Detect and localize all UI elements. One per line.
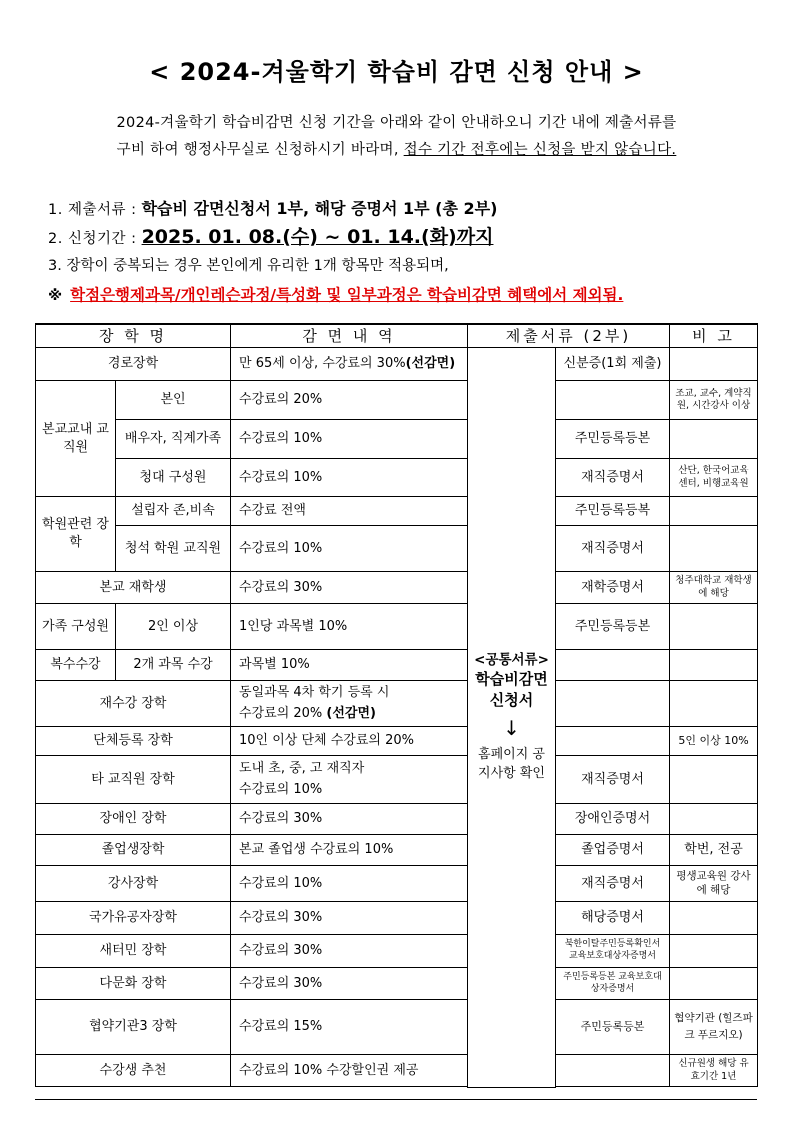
- table-row: [36, 526, 758, 572]
- table-row: [36, 604, 758, 650]
- intro-line-1: 2024-겨울학기 학습비감면 신청 기간을 아래와 같이 안내하오니 기간 내에 제출서류를: [116, 115, 677, 131]
- table-cell: 주민등록등본 교육보호대상자증명서: [556, 968, 670, 1000]
- table-cell: 재직증명서: [556, 866, 670, 902]
- table-cell: 북한이탈주민등록확인서 교육보호대상자증명서: [556, 935, 670, 968]
- header-documents: 제출서류 (2부): [468, 324, 670, 348]
- table-cell: 평생교육원 강사에 해당: [670, 866, 758, 902]
- table-cell: 협약기관3 장학: [36, 1000, 231, 1055]
- table-cell: [670, 650, 758, 681]
- documents-value: 학습비 감면신청서 1부, 해당 증명서 1부 (총 2부): [141, 199, 498, 218]
- table-cell: 신분증(1회 제출): [556, 348, 670, 381]
- intro-paragraph: [40, 110, 753, 164]
- documents-label: 1. 제출서류 :: [48, 202, 142, 218]
- info-item-period: [48, 223, 768, 252]
- cell-text: (선감면): [405, 356, 456, 372]
- table-row: [36, 420, 758, 459]
- table-cell: [670, 804, 758, 835]
- table-cell: 수강료의 30%: [231, 968, 468, 1000]
- table-cell: 신규원생 해당 유효기간 1년: [670, 1055, 758, 1087]
- table-cell: 수강료의 30%: [231, 572, 468, 604]
- period-value: 2025. 01. 08.(수) ~ 01. 14.(화)까지: [141, 226, 494, 248]
- table-row: [36, 1055, 758, 1087]
- table-row: [36, 968, 758, 1000]
- common-documents-header: <공통서류>: [474, 652, 549, 669]
- table-cell: [670, 604, 758, 650]
- header-note: 비 고: [670, 324, 758, 348]
- table-cell: [556, 681, 670, 727]
- table-cell: 수강료의 30%: [231, 804, 468, 835]
- cell-text: 수강료의 20%: [239, 705, 327, 721]
- cell-text: 도내 초, 중, 고 재직자: [239, 760, 365, 776]
- table-row: [36, 681, 758, 727]
- table-cell: [556, 381, 670, 420]
- table-cell: [670, 526, 758, 572]
- table-cell: 국가유공자장학: [36, 902, 231, 935]
- table-cell: 수강료의 10%: [231, 526, 468, 572]
- discount-table: [35, 323, 758, 1088]
- table-row: [36, 835, 758, 866]
- table-cell: [670, 935, 758, 968]
- table-cell: [556, 1055, 670, 1087]
- table-cell: 타 교직원 장학: [36, 756, 231, 804]
- common-documents-website: 홈페이지 공지사항 확인: [478, 746, 545, 781]
- table-cell: 졸업생장학: [36, 835, 231, 866]
- table-cell: [556, 650, 670, 681]
- table-row: [36, 650, 758, 681]
- table-cell: 협약기관 (힐즈파크 푸르지오): [670, 1000, 758, 1055]
- table-cell: 주민등록등본: [556, 1000, 670, 1055]
- common-documents-cell: [468, 348, 556, 1088]
- table-cell: 강사장학: [36, 866, 231, 902]
- table-header-row: [36, 324, 758, 348]
- table-cell: 본인: [116, 381, 231, 420]
- table-cell: 장애인 장학: [36, 804, 231, 835]
- table-cell: [556, 1087, 758, 1088]
- table-row: [36, 935, 758, 968]
- intro-warning-underlined: 접수 기간 전후에는 신청을 받지 않습니다.: [403, 142, 677, 158]
- table-row: [36, 348, 758, 381]
- note-mark: ※: [48, 288, 63, 304]
- table-cell: 수강료의 10%: [231, 459, 468, 497]
- table-row: [36, 497, 758, 526]
- cell-text: 만 65세 이상, 수강료의 30%: [239, 356, 406, 372]
- table-cell: 수강료의 30%: [231, 902, 468, 935]
- header-scholarship-name: 장 학 명: [36, 324, 231, 348]
- table-cell: 청석 학원 교직원: [116, 526, 231, 572]
- table-row: [36, 381, 758, 420]
- cell-text: [239, 704, 463, 725]
- table-cell: [670, 902, 758, 935]
- table-row: [36, 459, 758, 497]
- table-cell: [231, 348, 468, 381]
- table-cell: 본교 졸업생 수강료의 10%: [231, 835, 468, 866]
- table-cell: 수강료의 10%: [231, 420, 468, 459]
- table-cell: 재학증명서: [556, 572, 670, 604]
- page-title: < 2024-겨울학기 학습비 감면 신청 안내 >: [149, 58, 644, 86]
- table-cell: 수강료의 10% 수강할인권 제공: [231, 1055, 468, 1087]
- table-cell: [36, 1087, 468, 1088]
- table-cell: [670, 681, 758, 727]
- table-cell: [231, 756, 468, 804]
- table-cell: [556, 727, 670, 756]
- table-cell: 1인당 과목별 10%: [231, 604, 468, 650]
- table-cell: 재수강 장학: [36, 681, 231, 727]
- table-cell: 해당증명서: [556, 902, 670, 935]
- table-cell: 설립자 존,비속: [116, 497, 231, 526]
- table-row: [36, 727, 758, 756]
- info-list: [48, 194, 768, 310]
- intro-line-2: [40, 137, 753, 164]
- table-cell: 재직증명서: [556, 526, 670, 572]
- table-cell: 5인 이상 10%: [670, 727, 758, 756]
- table-cell: 본교 재학생: [36, 572, 231, 604]
- table-cell: 10인 이상 단체 수강료의 20%: [231, 727, 468, 756]
- info-item-exclusion-note: [48, 281, 768, 310]
- table-cell: 조교, 교수, 계약직원, 시간강사 이상: [670, 381, 758, 420]
- table-row: [36, 902, 758, 935]
- table-cell: 졸업증명서: [556, 835, 670, 866]
- table-cell: 복수수강: [36, 650, 116, 681]
- common-documents-main: 학습비감면 신청서: [475, 670, 548, 709]
- table-cell: 경로장학: [36, 348, 231, 381]
- cell-text: (선감면): [326, 705, 376, 721]
- table-cell: 청주대학교 재학생에 해당: [670, 572, 758, 604]
- table-cell: 배우자, 직계가족: [116, 420, 231, 459]
- table-cell: 재직증명서: [556, 756, 670, 804]
- table-cell: 2개 과목 수강: [116, 650, 231, 681]
- table-cell: 과목별 10%: [231, 650, 468, 681]
- bottom-divider: [35, 1099, 757, 1100]
- group-faculty: 본교교내 교직원: [36, 381, 116, 497]
- table-row: [36, 756, 758, 804]
- table-cell: [670, 968, 758, 1000]
- exclusion-note-text: 학점은행제과목/개인레슨과정/특성화 및 일부과정은 학습비감면 혜택에서 제외됨.: [70, 286, 624, 304]
- info-item-documents: [48, 194, 768, 223]
- header-discount-detail: 감 면 내 역: [231, 324, 468, 348]
- table-cell: 수강료 전액: [231, 497, 468, 526]
- table-cell: 수강료의 15%: [231, 1000, 468, 1055]
- table-cell: 주민등록등본: [556, 420, 670, 459]
- intro-line-2-text: 구비 하여 행정사무실로 신청하시기 바라며,: [116, 142, 404, 158]
- table-row: [36, 804, 758, 835]
- table-row: [36, 1000, 758, 1055]
- table-cell: [670, 497, 758, 526]
- table-cell: 재직증명서: [556, 459, 670, 497]
- table-cell: [670, 420, 758, 459]
- table-cell: 주민등록등복: [556, 497, 670, 526]
- table-cell: 다문화 장학: [36, 968, 231, 1000]
- table-cell: 수강료의 10%: [231, 866, 468, 902]
- table-cell: 수강생 추천: [36, 1055, 231, 1087]
- period-label: 2. 신청기간 :: [48, 231, 142, 247]
- table-cell: 2인 이상: [116, 604, 231, 650]
- table-cell: 학번, 전공: [670, 835, 758, 866]
- table-cell: [670, 756, 758, 804]
- table-cell: [670, 348, 758, 381]
- table-cell: 장애인증명서: [556, 804, 670, 835]
- table-row: [36, 572, 758, 604]
- table-row: [36, 866, 758, 902]
- table-cell: 주민등록등본: [556, 604, 670, 650]
- table-cell: 수강료의 30%: [231, 935, 468, 968]
- table-cell: 수강료의 20%: [231, 381, 468, 420]
- table-cell: [231, 681, 468, 727]
- table-cell: 단체등록 장학: [36, 727, 231, 756]
- info-item-duplicate: 3. 장학이 중복되는 경우 본인에게 유리한 1개 항목만 적용되며,: [48, 258, 449, 274]
- table-cell: 청대 구성원: [116, 459, 231, 497]
- group-academy: 학원관련 장학: [36, 497, 116, 572]
- table-cell: 새터민 장학: [36, 935, 231, 968]
- cell-text: 수강료의 10%: [239, 781, 323, 797]
- arrow-down-icon: ↓: [503, 715, 520, 740]
- table-cell: 산단, 한국어교육센터, 비행교육원: [670, 459, 758, 497]
- table-cell: 가족 구성원: [36, 604, 116, 650]
- cell-text: 동일과목 4차 학기 등록 시: [239, 684, 390, 700]
